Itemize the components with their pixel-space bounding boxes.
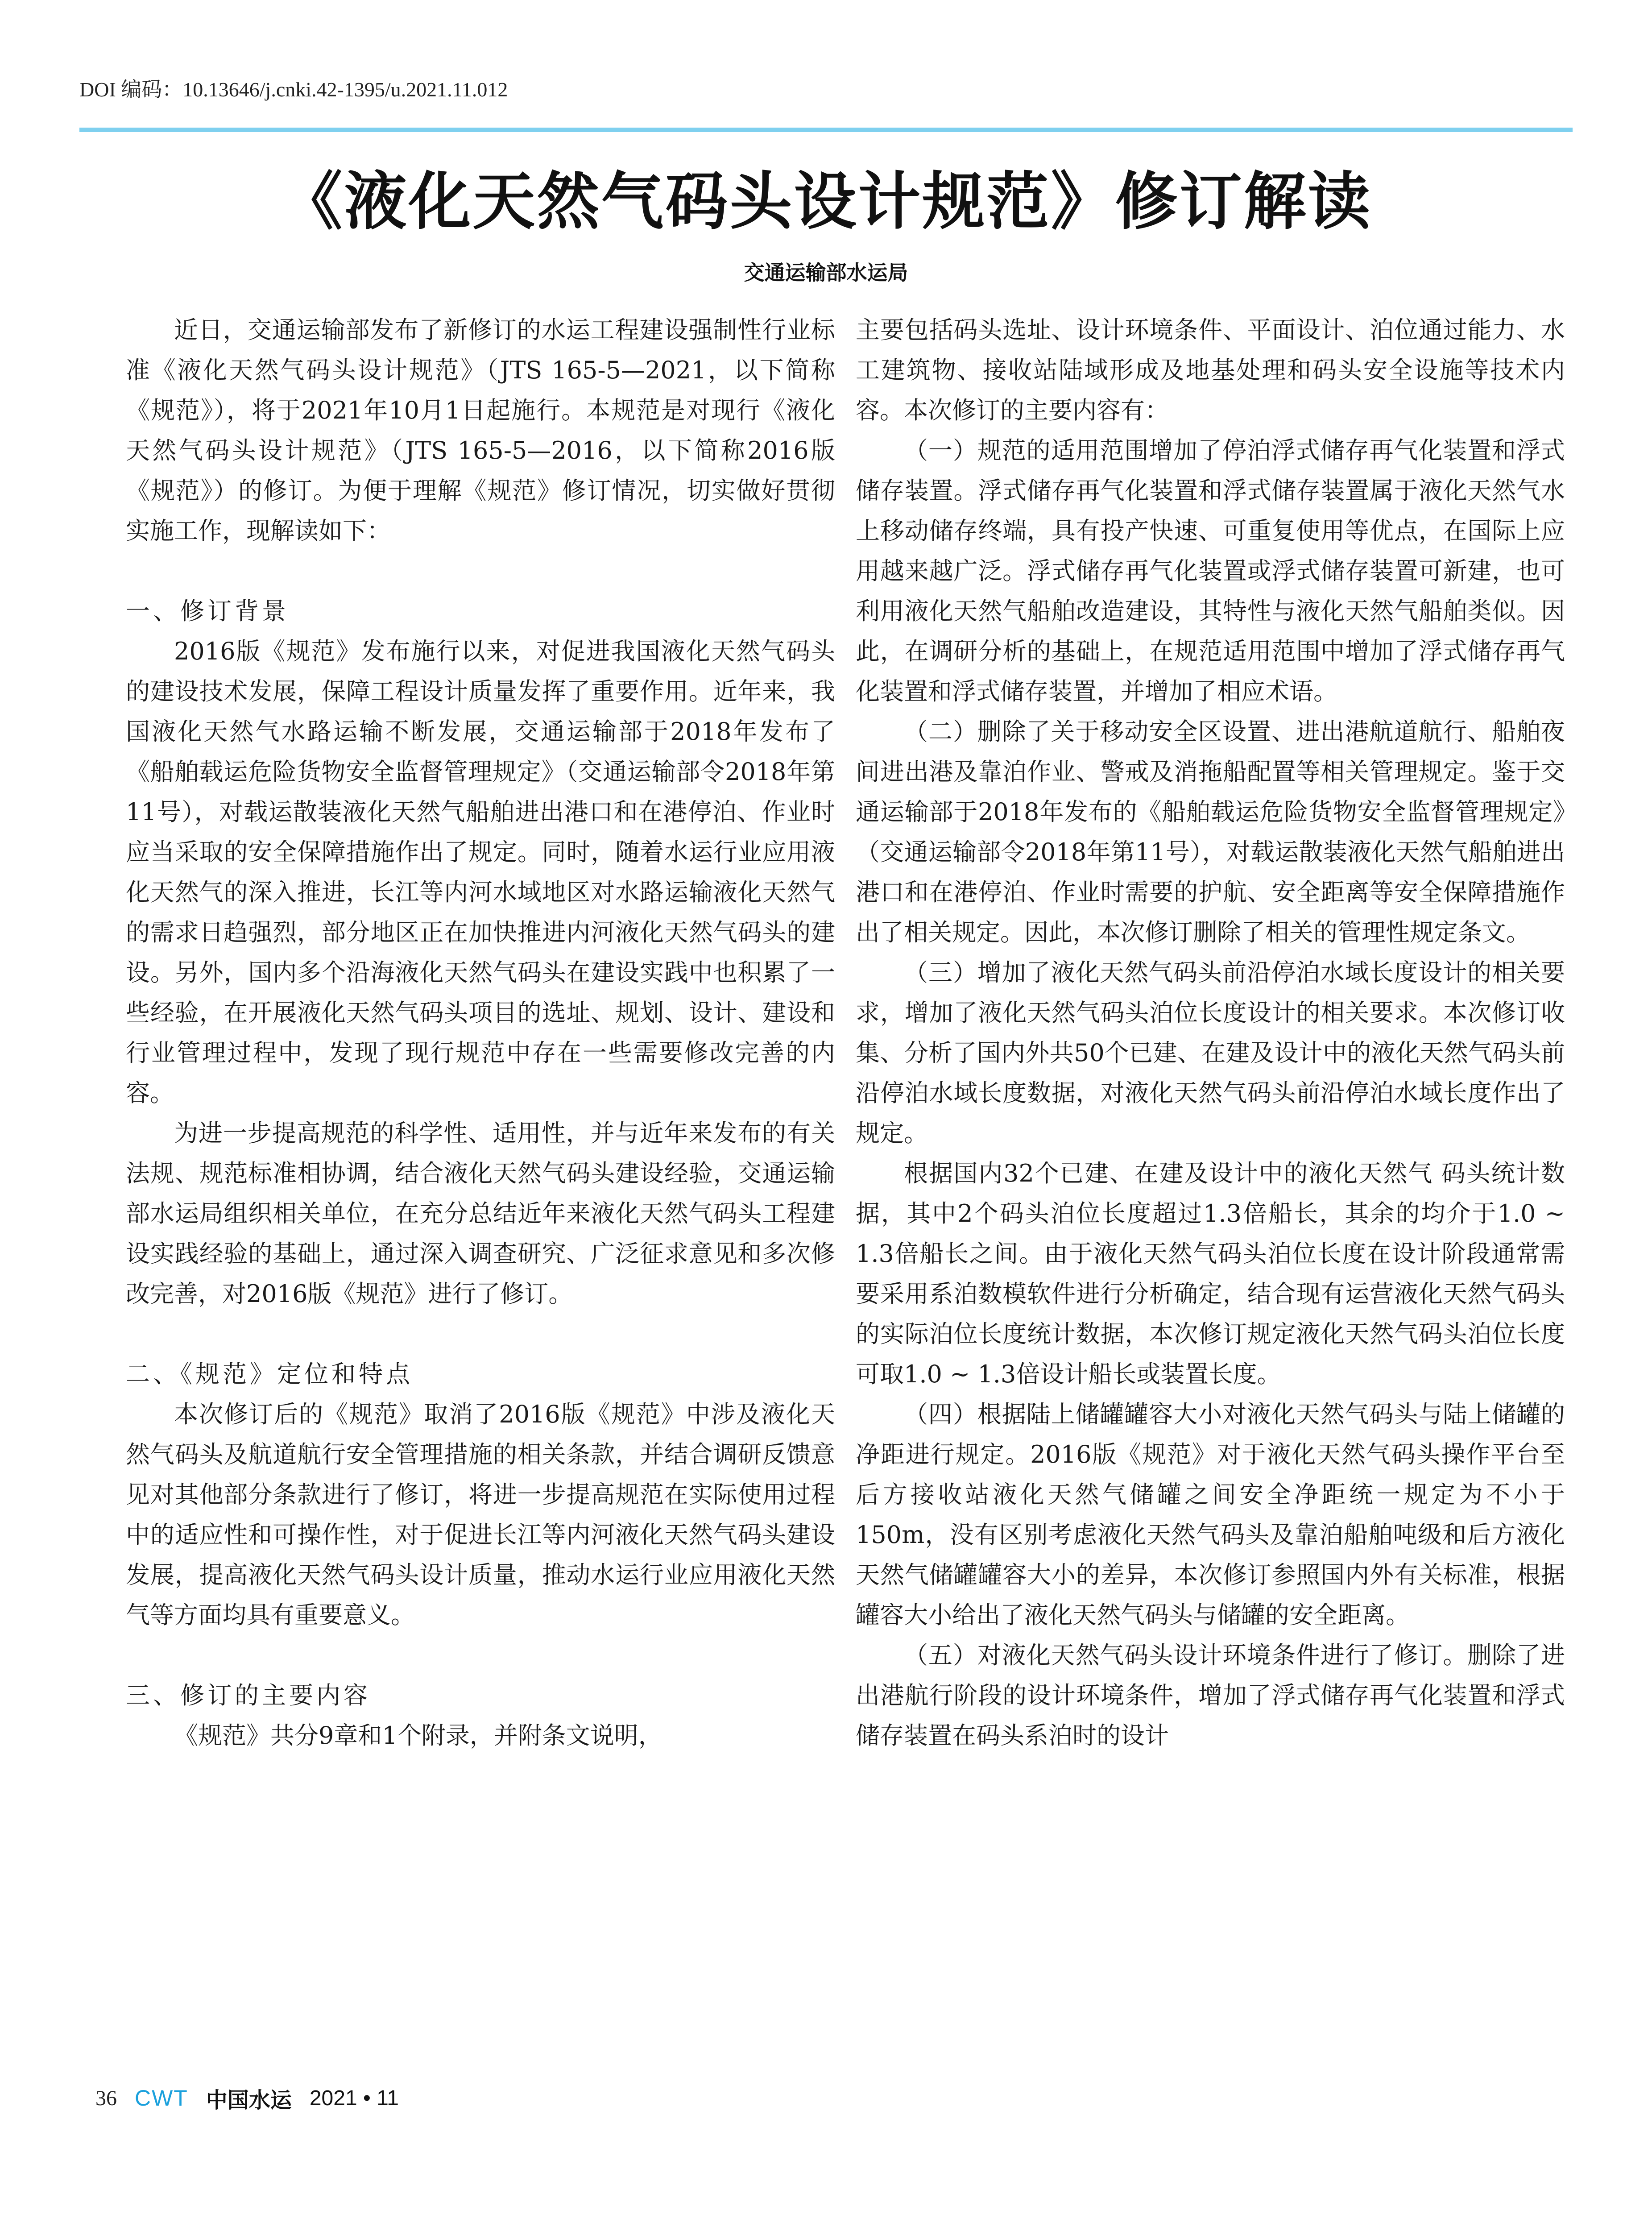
issue-number: 2021 • 11 (309, 2086, 399, 2110)
page-number: 36 (95, 2086, 117, 2110)
section-heading-main-content: 三、修订的主要内容 (126, 1681, 371, 1709)
main-content-paragraph: 《规范》共分9章和1个附录，并附条文说明， (174, 1721, 662, 1750)
intro-paragraph: 近日，交通运输部发布了新修订的水运工程建设强制性行业标准《液化天然气码头设计规范》（JTS 165-5—2021，以下简称《规范》），将于2021年10月1日起施行。本规范是对现行《液化天然气码头设计规范》（JTS 165-5—2016，以下简称2016版《规范》）的修订。为便于理解《规范》修订情况，切实做好贯彻实施工作，现解读如下： (126, 316, 835, 545)
page-footer (95, 2080, 399, 2116)
background-paragraph-1: 2016版《规范》发布施行以来，对促进我国液化天然气码头的建设技术发展，保障工程设计质量发挥了重要作用。近年来，我国液化天然气水路运输不断发展，交通运输部于2018年发布了《船舶载运危险货物安全监督管理规定》（交通运输部令2018年第11号），对载运散装液化天然气船舶进出港口和在港停泊、作业时应当采取的安全保障措施作出了规定。同时，随着水运行业应用液化天然气的深入推进，长江等内河水域地区对水路运输液化天然气的需求日趋强烈，部分地区正在加快推进内河液化天然气码头的建设。另外，国内多个沿海液化天然气码头在建设实践中也积累了一些经验，在开展液化天然气码头项目的选址、规划、设计、建设和行业管理过程中，发现了现行规范中存在一些需要修改完善的内容。 (126, 637, 835, 1107)
revision-item-3: （三）增加了液化天然气码头前沿停泊水域长度设计的相关要求，增加了液化天然气码头泊位长度设计的相关要求。本次修订收集、分析了国内外共50个已建、在建及设计中的液化天然气码头前沿停泊水域长度数据，对液化天然气码头前沿停泊水域长度作出了规定。 (856, 958, 1565, 1147)
header-divider (79, 128, 1573, 132)
right-column (856, 310, 1565, 1756)
revision-item-1: （一）规范的适用范围增加了停泊浮式储存再气化装置和浮式储存装置。浮式储存再气化装置和浮式储存装置属于液化天然气水上移动储存终端，具有投产快速、可重复使用等优点，在国际上应用越来越广泛。浮式储存再气化装置或浮式储存装置可新建，也可利用液化天然气船舶改造建设，其特性与液化天然气船舶类似。因此，在调研分析的基础上，在规范适用范围中增加了浮式储存再气化装置和浮式储存装置，并增加了相应术语。 (856, 436, 1565, 705)
section-heading-background: 一、修订背景 (126, 597, 289, 625)
positioning-paragraph: 本次修订后的《规范》取消了2016版《规范》中涉及液化天然气码头及航道航行安全管理措施的相关条款，并结合调研反馈意见对其他部分条款进行了修订，将进一步提高规范在实际使用过程中的适应性和可操作性，对于促进长江等内河液化天然气码头建设发展，提高液化天然气码头设计质量，推动水运行业应用液化天然气等方面均具有重要意义。 (126, 1400, 835, 1629)
journal-name: 中国水运 (206, 2087, 292, 2113)
background-paragraph-2: 为进一步提高规范的科学性、适用性，并与近年来发布的有关法规、规范标准相协调，结合液化天然气码头建设经验，交通运输部水运局组织相关单位，在充分总结近年来液化天然气码头工程建设实践经验的基础上，通过深入调查研究、广泛征求意见和多次修改完善，对2016版《规范》进行了修订。 (126, 1119, 835, 1308)
revision-item-4: （四）根据陆上储罐罐容大小对液化天然气码头与陆上储罐的净距进行规定。2016版《规范》对于液化天然气码头操作平台至后方接收站液化天然气储罐之间安全净距统一规定为不小于150m，没有区别考虑液化天然气码头及靠泊船舶吨级和后方液化天然气储罐罐容大小的差异，本次修订参照国内外有关标准，根据罐容大小给出了液化天然气码头与储罐的安全距离。 (856, 1400, 1565, 1629)
doi-code: DOI 编码：10.13646/j.cnki.42-1395/u.2021.11.012 (79, 78, 508, 101)
revision-item-5: （五）对液化天然气码头设计环境条件进行了修订。删除了进出港航行阶段的设计环境条件，增加了浮式储存再气化装置和浮式储存装置在码头系泊时的设计 (856, 1641, 1565, 1750)
revision-item-2: （二）删除了关于移动安全区设置、进出港航道航行、船舶夜间进出港及靠泊作业、警戒及消拖船配置等相关管理规定。鉴于交通运输部于2018年发布的《船舶载运危险货物安全监督管理规定》（交通运输部令2018年第11号），对载运散装液化天然气船舶进出港口和在港停泊、作业时需要的护航、安全距离等安全保障措施作出了相关规定。因此，本次修订删除了相关的管理性规定条文。 (856, 717, 1565, 946)
cwt-logo: CWT (135, 2086, 188, 2111)
section-heading-positioning: 二、《规范》定位和特点 (126, 1360, 413, 1388)
article-author: 交通运输部水运局 (744, 261, 908, 285)
revision-item-3-detail: 根据国内32个已建、在建及设计中的液化天然气 码头统计数据，其中2个码头泊位长度超过1.3倍船长，其余的均介于1.0 ~ 1.3倍船长之间。由于液化天然气码头泊位长度在设计阶段通常需要采用系泊数模软件进行分析确定，结合现有运营液化天然气码头的实际泊位长度统计数据，本次修订规定液化天然气码头泊位长度可取1.0 ~ 1.3倍设计船长或装置长度。 (856, 1159, 1565, 1388)
left-column (126, 310, 835, 1756)
article-title: 《液化天然气码头设计规范》修订解读 (280, 166, 1372, 238)
main-content-continued: 主要包括码头选址、设计环境条件、平面设计、泊位通过能力、水工建筑物、接收站陆域形成及地基处理和码头安全设施等技术内容。本次修订的主要内容有： (856, 316, 1565, 424)
